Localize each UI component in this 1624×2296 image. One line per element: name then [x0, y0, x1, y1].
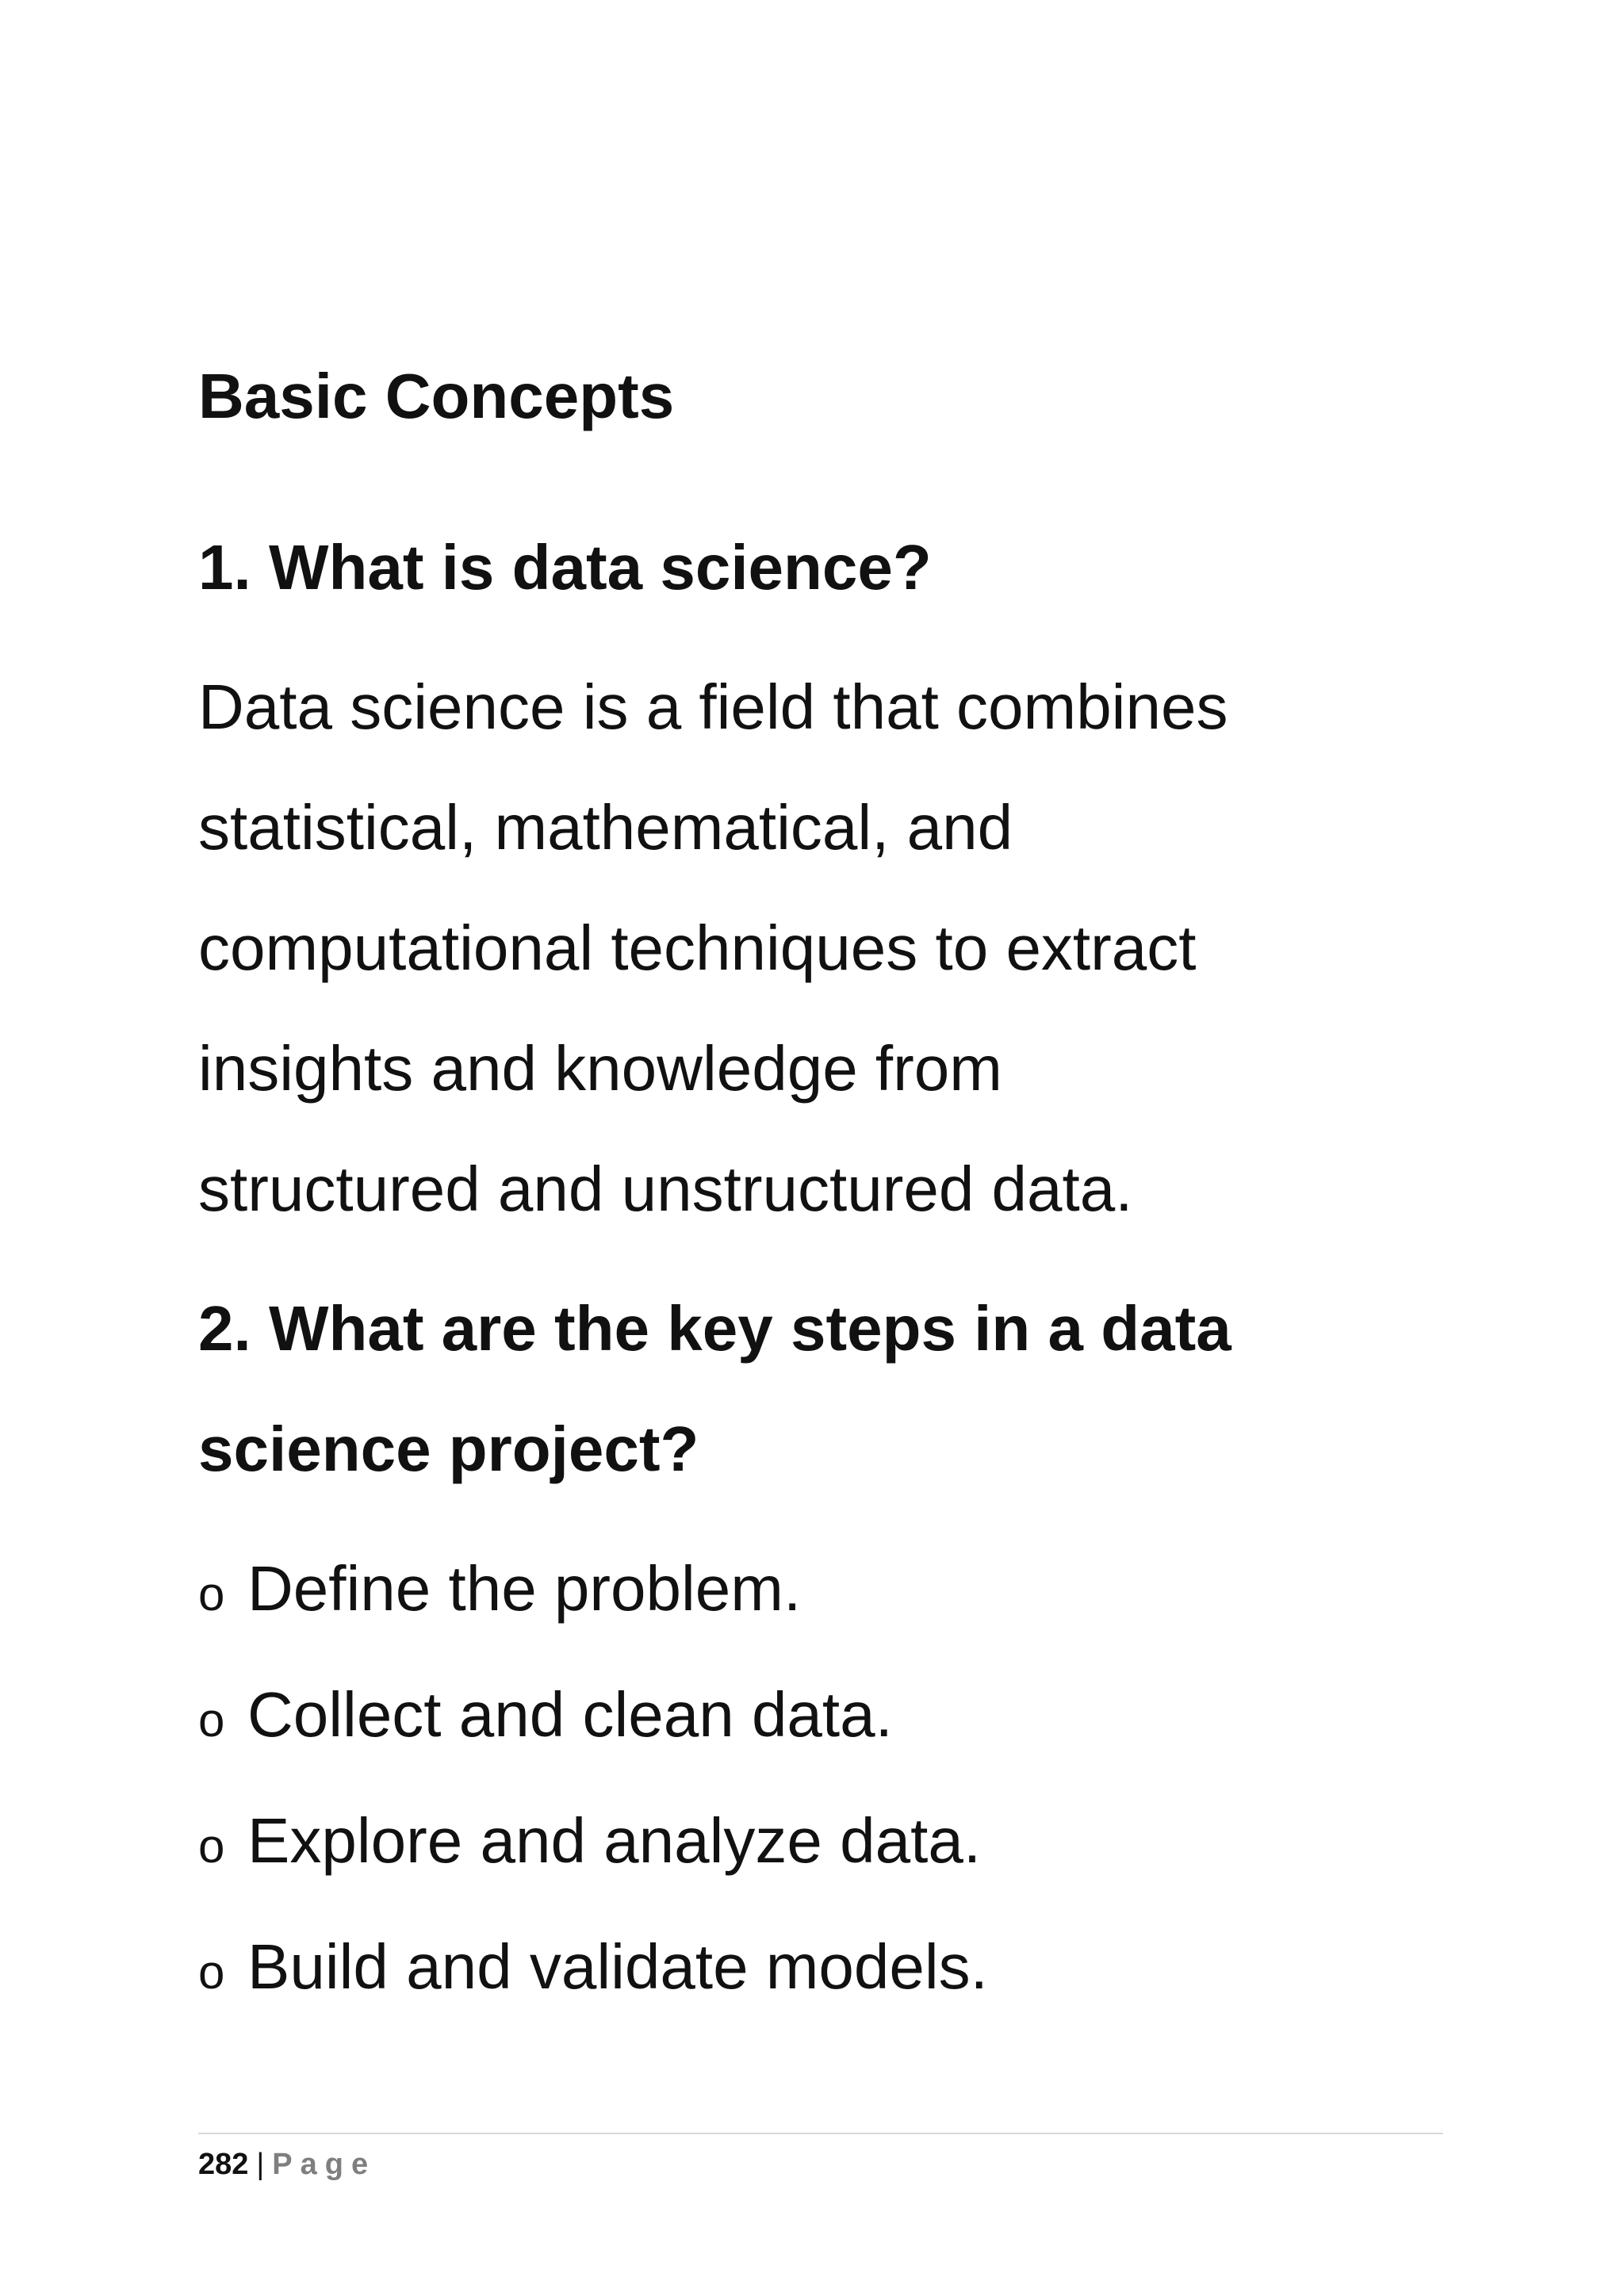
question-2-line: 2. What are the key steps in a data: [198, 1293, 1231, 1364]
footer-separator: |: [256, 2148, 265, 2181]
page-number: 282: [198, 2148, 249, 2181]
list-item-text: Explore and analyze data.: [247, 1805, 982, 1876]
list-item: [198, 1907, 1435, 2033]
page-content: [198, 349, 1435, 2033]
list-item-text: Collect and clean data.: [247, 1679, 893, 1750]
question-2-line: science project?: [198, 1414, 699, 1484]
bullet-marker: o: [198, 1946, 225, 1999]
bullet-marker: o: [198, 1567, 225, 1621]
list-item-text: Build and validate models.: [247, 1931, 988, 2002]
answer-1-line: statistical, mathematical, and: [198, 792, 1013, 863]
list-item: [198, 1529, 1435, 1655]
answer-1: [198, 647, 1435, 1249]
answer-1-line: Data science is a field that combines: [198, 672, 1228, 742]
question-2: [198, 1269, 1435, 1510]
list-item: [198, 1655, 1435, 1781]
list-item-text: Define the problem.: [247, 1553, 802, 1624]
bullet-marker: o: [198, 1820, 225, 1873]
answer-1-line: insights and knowledge from: [198, 1033, 1002, 1104]
section-title: Basic Concepts: [198, 361, 675, 431]
question-1: 1. What is data science?: [198, 532, 932, 603]
page-label: Page: [272, 2148, 377, 2181]
answer-1-line: computational techniques to extract: [198, 913, 1197, 983]
page-footer: [198, 2133, 1443, 2183]
list-item: [198, 1781, 1435, 1907]
bullet-marker: o: [198, 1693, 225, 1747]
answer-1-line: structured and unstructured data.: [198, 1154, 1133, 1224]
steps-list: [198, 1529, 1435, 2033]
